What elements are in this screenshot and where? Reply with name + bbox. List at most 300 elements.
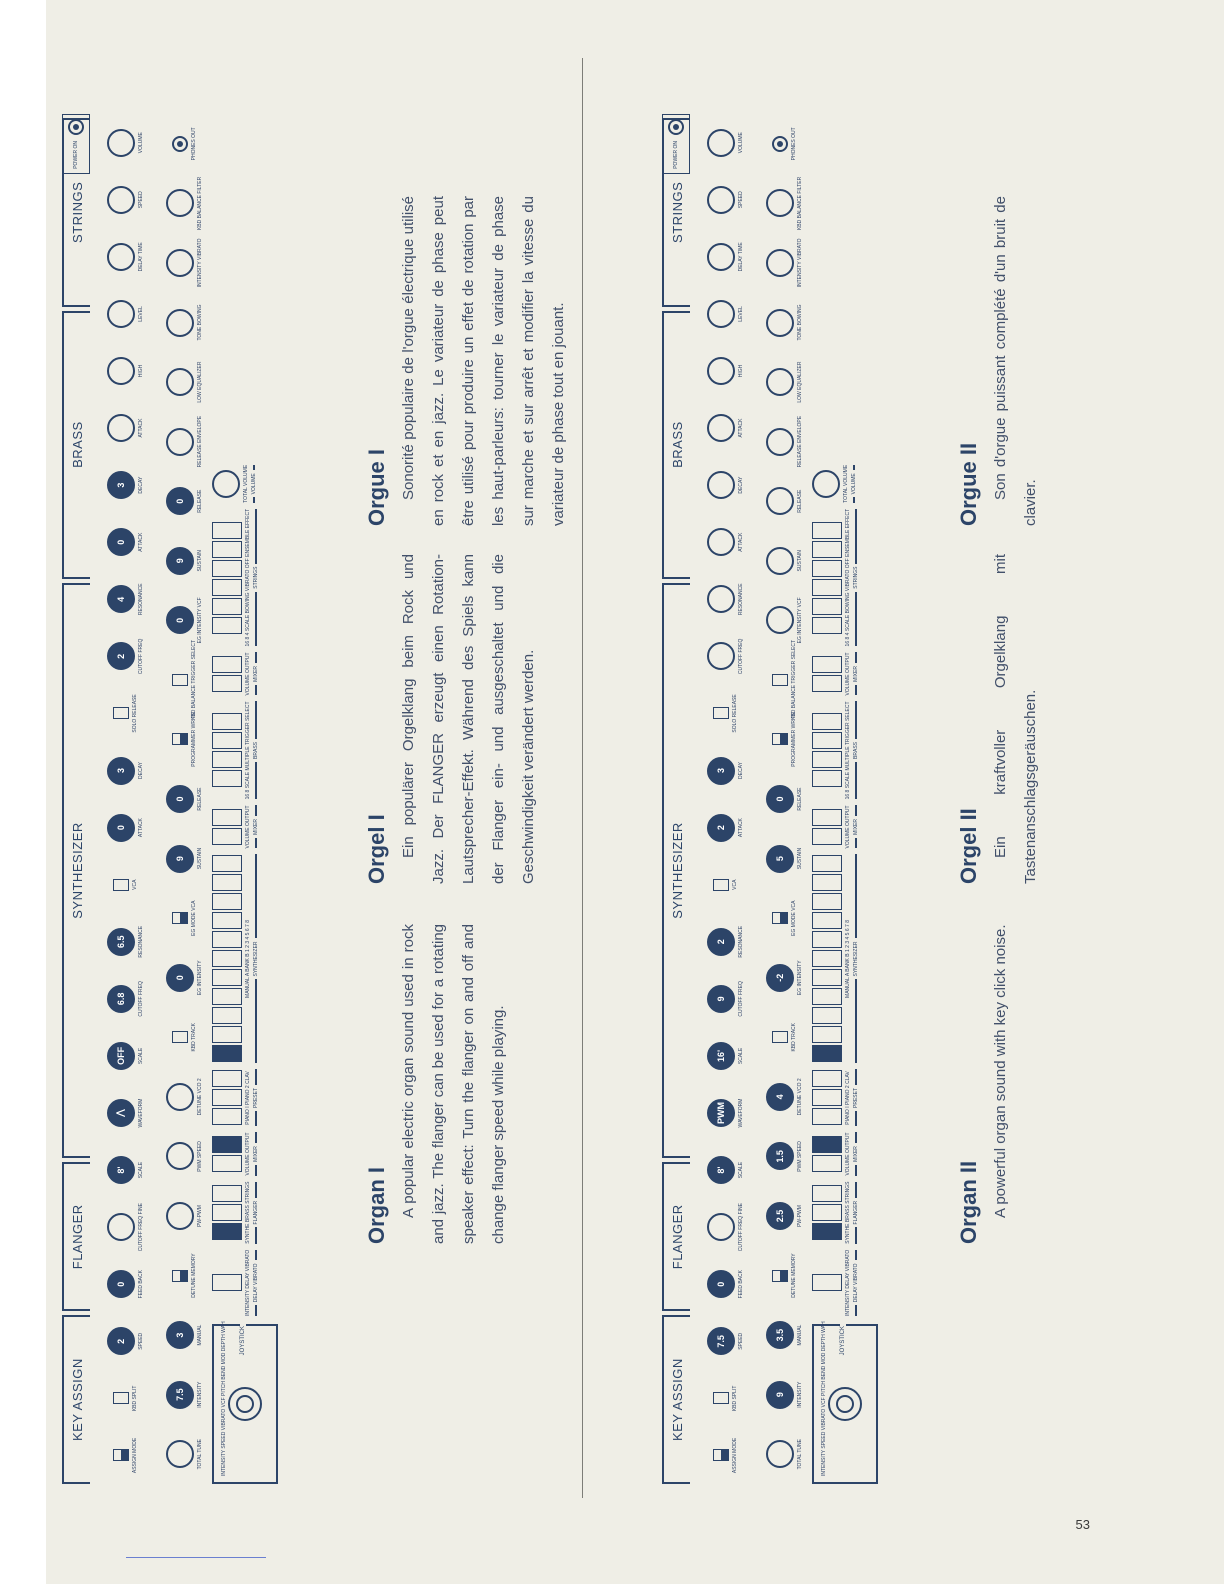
program-button[interactable]: [212, 541, 242, 558]
knob-control[interactable]: [107, 357, 135, 385]
knob-control[interactable]: 0: [166, 964, 194, 992]
program-button[interactable]: [212, 1007, 242, 1024]
switch-control[interactable]: [113, 879, 129, 891]
control-label: PHONES OUT: [790, 127, 797, 161]
control-label: LEVEL: [737, 306, 744, 322]
knob-control[interactable]: [166, 189, 194, 217]
control: [158, 1067, 210, 1127]
control-label: PROGRAMMER WRITE: [790, 712, 797, 767]
button-group-sub-label: VOLUME OUTPUT: [245, 652, 251, 696]
knob-control[interactable]: 0: [107, 528, 135, 556]
control: [92, 1427, 158, 1484]
knob-control[interactable]: 6.5: [107, 928, 135, 956]
switch-control[interactable]: [172, 1031, 188, 1043]
section-header: SYNTHESIZER: [62, 583, 90, 1159]
section-header: FLANGER: [62, 1162, 90, 1311]
control: [758, 531, 810, 591]
button-group-rule: [255, 702, 259, 800]
program-button[interactable]: [212, 1026, 242, 1043]
program-button[interactable]: [812, 1070, 842, 1087]
control-label: EG MODE VCA: [790, 900, 797, 936]
program-button[interactable]: [812, 988, 842, 1005]
control-label: DECAY: [737, 476, 744, 494]
program-button[interactable]: [212, 617, 242, 634]
switch-control[interactable]: [172, 674, 188, 686]
program-button[interactable]: [212, 912, 242, 929]
control: [92, 970, 158, 1027]
program-button[interactable]: [812, 855, 842, 872]
program-button[interactable]: [812, 1223, 842, 1240]
program-button[interactable]: [212, 828, 242, 845]
control: [92, 799, 158, 856]
knob-control[interactable]: 0: [166, 487, 194, 515]
control: [692, 457, 758, 514]
knob-control[interactable]: 8': [707, 1156, 735, 1184]
knob-control[interactable]: 9: [166, 547, 194, 575]
knob-control[interactable]: [707, 186, 735, 214]
program-button[interactable]: [212, 1136, 242, 1153]
knob-control[interactable]: OFF: [107, 1042, 135, 1070]
program-button[interactable]: [212, 1070, 242, 1087]
program-button[interactable]: [212, 1089, 242, 1106]
control-label: DECAY: [737, 762, 744, 779]
control: [692, 400, 758, 457]
program-button[interactable]: [212, 1223, 242, 1240]
program-button[interactable]: [812, 1026, 842, 1043]
button-keys: [812, 1184, 842, 1241]
control: [158, 412, 210, 472]
switch-control[interactable]: [772, 674, 788, 686]
program-button[interactable]: [812, 950, 842, 967]
button-keys: [812, 854, 842, 1063]
control: [158, 1127, 210, 1187]
control: [758, 1127, 810, 1187]
knob-control[interactable]: 3: [166, 1321, 194, 1349]
control-label: VOLUME: [737, 132, 744, 154]
control-label: KBD BALANCE FILTER: [196, 176, 203, 231]
switch-control[interactable]: [172, 912, 188, 924]
power-label: POWER ON: [73, 141, 79, 169]
button-group-label: STRINGS: [253, 564, 259, 592]
switch-control[interactable]: [713, 1392, 729, 1404]
button-group: [812, 854, 878, 1063]
program-button[interactable]: [212, 1045, 242, 1062]
program-button[interactable]: [212, 598, 242, 615]
joystick-labels: INTENSITY SPEED VIBRATO VCF PITCH BEND MOD DEPTH WAH: [821, 1321, 827, 1476]
text-organ-2-de: [956, 554, 1046, 884]
program-button[interactable]: [212, 809, 242, 826]
program-button[interactable]: [812, 560, 842, 577]
control-label: WAVEFORM: [137, 1098, 144, 1128]
control: [692, 114, 758, 171]
button-group-label: DELAY VIBRATO: [253, 1260, 259, 1305]
control-row: [758, 114, 810, 1484]
knob-control[interactable]: [166, 1083, 194, 1111]
switch-control[interactable]: [113, 707, 129, 719]
program-button[interactable]: [812, 732, 842, 749]
program-button[interactable]: [812, 1155, 842, 1172]
knob-control[interactable]: [107, 186, 135, 214]
program-button[interactable]: [812, 579, 842, 596]
control: [692, 342, 758, 399]
knob-control[interactable]: 9: [766, 1381, 794, 1409]
joystick-box: [212, 1321, 278, 1484]
control: [758, 948, 810, 1008]
program-button[interactable]: [812, 770, 842, 787]
control-label: SPEED: [137, 1332, 144, 1350]
knob-control[interactable]: 0: [166, 785, 194, 813]
switch-control[interactable]: [772, 912, 788, 924]
footer-rule: [126, 1557, 266, 1558]
control: [758, 1008, 810, 1068]
program-button[interactable]: [812, 713, 842, 730]
program-button[interactable]: [212, 675, 242, 692]
knob-control[interactable]: [707, 1213, 735, 1241]
program-button[interactable]: [812, 541, 842, 558]
knob-control[interactable]: [707, 585, 735, 613]
program-button[interactable]: [812, 522, 842, 539]
button-group-label: MIXER: [853, 816, 859, 838]
knob-control[interactable]: [166, 1440, 194, 1468]
program-button[interactable]: [212, 969, 242, 986]
knob-control[interactable]: PWM: [707, 1099, 735, 1127]
program-button[interactable]: [212, 931, 242, 948]
phones-jack-icon[interactable]: [172, 136, 188, 152]
program-button[interactable]: [212, 1155, 242, 1172]
program-button[interactable]: [812, 893, 842, 910]
knob-control[interactable]: [166, 1142, 194, 1170]
knob-control[interactable]: [766, 606, 794, 634]
heading: Orgel II: [956, 808, 981, 884]
button-group-sub-label: 16 8 SCALE MULTIPLE TRIGGER SELECT: [845, 701, 851, 800]
program-button[interactable]: [812, 675, 842, 692]
joystick-icon[interactable]: [228, 1387, 262, 1421]
knob-control[interactable]: [166, 1202, 194, 1230]
program-button[interactable]: [812, 828, 842, 845]
button-group-rule: [853, 465, 857, 503]
program-button[interactable]: [812, 969, 842, 986]
knob-control[interactable]: [707, 300, 735, 328]
control: [692, 628, 758, 685]
control-label: KBD BALANCE TRIGGER SELECT: [790, 639, 797, 720]
program-button[interactable]: [812, 1108, 842, 1125]
knob-control[interactable]: [766, 428, 794, 456]
button-group-rule: [855, 509, 859, 647]
control: [92, 1027, 158, 1084]
program-button[interactable]: [812, 617, 842, 634]
control: [92, 913, 158, 970]
button-group-rule: [855, 1069, 859, 1126]
section-header: SYNTHESIZER: [662, 583, 690, 1159]
control-label: ATTACK: [737, 418, 744, 438]
switch-control[interactable]: [713, 1449, 729, 1461]
knob-control[interactable]: [766, 249, 794, 277]
phones-jack-icon[interactable]: [772, 136, 788, 152]
knob-control[interactable]: 2: [107, 642, 135, 670]
button-group: [212, 1132, 278, 1175]
knob-control[interactable]: [766, 547, 794, 575]
knob-control[interactable]: 4: [766, 1083, 794, 1111]
knob-control[interactable]: [707, 129, 735, 157]
knob-control[interactable]: 0: [766, 785, 794, 813]
joystick-labels: INTENSITY SPEED VIBRATO VCF PITCH BEND MOD DEPTH WAH: [221, 1321, 227, 1476]
program-button[interactable]: [212, 713, 242, 730]
control: [92, 457, 158, 514]
program-button[interactable]: [812, 1136, 842, 1153]
program-button[interactable]: [812, 1007, 842, 1024]
knob-control[interactable]: [166, 249, 194, 277]
control-label: ASSIGN MODE: [131, 1437, 138, 1474]
program-button[interactable]: [212, 770, 242, 787]
control: [158, 888, 210, 948]
control-label: SOLO RELEASE: [131, 694, 138, 733]
text-organ-2-en: [956, 924, 1016, 1244]
program-button[interactable]: [212, 855, 242, 872]
power-lamp-icon: [668, 119, 684, 135]
paragraph: Sonorité populaire de l'orgue électrique utilisé en rock et en jazz. Le variateur de phase peut être utilisé pour produire un effet de rotation par les haut-parleurs: tourner le variateur de phase sur marche et sur arrêt et modifier la vitesse du variateur de phase tout en jouant.: [400, 196, 567, 526]
section-header-row: [662, 114, 690, 1484]
button-group-sub-label: 16 8 SCALE MULTIPLE TRIGGER SELECT: [245, 701, 251, 800]
knob-control[interactable]: 0: [107, 814, 135, 842]
program-button[interactable]: [812, 751, 842, 768]
section-header: BRASS: [62, 311, 90, 579]
switch-control[interactable]: [172, 1270, 188, 1282]
control: [158, 1186, 210, 1246]
knob-control[interactable]: 5: [766, 845, 794, 873]
program-button[interactable]: [812, 1089, 842, 1106]
button-keys: [812, 808, 842, 846]
knob-control[interactable]: 2: [107, 1327, 135, 1355]
button-group-label: STRINGS: [853, 564, 859, 592]
button-group-sub-label: 16 8 4 SCALE BOWING VIBRATO OFF ENSEMBLE EFFECT: [845, 508, 851, 647]
switch-control[interactable]: [713, 879, 729, 891]
control: [158, 1246, 210, 1306]
button-group-rule: [855, 805, 859, 848]
control: [158, 233, 210, 293]
control-label: LEVEL: [137, 306, 144, 322]
control: [758, 174, 810, 234]
total-volume-knob[interactable]: [212, 470, 240, 498]
section-header: STRINGS: [62, 118, 90, 307]
button-group-rule: [855, 1250, 859, 1316]
control-label: LOW EQUALIZER: [796, 361, 803, 403]
knob-control[interactable]: [107, 129, 135, 157]
knob-control[interactable]: [766, 487, 794, 515]
control-label: WAVEFORM: [737, 1098, 744, 1128]
control-label: INTENSITY: [196, 1381, 203, 1408]
knob-control[interactable]: [766, 368, 794, 396]
program-button[interactable]: [212, 1185, 242, 1202]
button-group-label: MIXER: [253, 1143, 259, 1165]
control-label: KBD SPLIT: [131, 1385, 138, 1412]
knob-control[interactable]: 2: [707, 928, 735, 956]
control: [758, 412, 810, 472]
button-group-sub-label: INTENSITY DELAY VIBRATO: [845, 1249, 851, 1316]
heading: Orgue I: [364, 448, 389, 526]
button-keys: [212, 808, 242, 846]
program-button[interactable]: [812, 656, 842, 673]
text-organ-1-fr: [364, 196, 574, 526]
switch-control[interactable]: [113, 1392, 129, 1404]
control: [158, 471, 210, 531]
knob-control[interactable]: [766, 309, 794, 337]
program-button[interactable]: [212, 1108, 242, 1125]
button-group-rule: [255, 1182, 259, 1244]
button-group: [212, 805, 278, 848]
switch-control[interactable]: [172, 733, 188, 745]
knob-control[interactable]: [707, 357, 735, 385]
button-group-sub-label: TOTAL VOLUME: [243, 464, 249, 503]
control: [158, 829, 210, 889]
knob-control[interactable]: 0: [166, 606, 194, 634]
button-group: [812, 652, 878, 695]
program-button[interactable]: [212, 751, 242, 768]
joystick-icon[interactable]: [828, 1387, 862, 1421]
button-group-label: MIXER: [253, 816, 259, 838]
knob-control[interactable]: 9: [707, 985, 735, 1013]
program-button[interactable]: [812, 1204, 842, 1221]
button-group-label: MIXER: [853, 663, 859, 685]
program-button[interactable]: [212, 656, 242, 673]
control-label: DETUNE VCO 2: [796, 1078, 803, 1116]
switch-control[interactable]: [772, 733, 788, 745]
joystick-label: JOYSTICK: [840, 1326, 846, 1356]
switch-control[interactable]: [772, 1270, 788, 1282]
button-group-rule: [255, 652, 259, 695]
knob-control[interactable]: 3: [107, 757, 135, 785]
control: [692, 285, 758, 342]
knob-control[interactable]: ⋀: [107, 1099, 135, 1127]
control: [158, 174, 210, 234]
control-label: ASSIGN MODE: [731, 1437, 738, 1474]
button-group-label: BRASS: [853, 739, 859, 762]
program-button[interactable]: [212, 893, 242, 910]
knob-control[interactable]: 3: [707, 757, 735, 785]
knob-control[interactable]: 4: [107, 585, 135, 613]
program-button[interactable]: [212, 1274, 242, 1291]
program-button[interactable]: [812, 1045, 842, 1062]
control-label: DETUNE VCO 2: [196, 1078, 203, 1116]
control: [158, 1305, 210, 1365]
knob-control[interactable]: [707, 642, 735, 670]
control: [758, 888, 810, 948]
knob-control[interactable]: 2.5: [766, 1202, 794, 1230]
knob-control[interactable]: [766, 1440, 794, 1468]
program-button[interactable]: [212, 732, 242, 749]
knob-control[interactable]: -2: [766, 964, 794, 992]
button-keys: [812, 1135, 842, 1173]
control: [758, 1067, 810, 1127]
knob-control[interactable]: 7.5: [707, 1327, 735, 1355]
switch-control[interactable]: [713, 707, 729, 719]
control-label: KBD TRACK: [190, 1023, 197, 1052]
program-button[interactable]: [212, 560, 242, 577]
program-button[interactable]: [812, 809, 842, 826]
control-label: SCALE: [137, 1047, 144, 1065]
program-button[interactable]: [812, 1185, 842, 1202]
control-label: SCALE: [737, 1047, 744, 1065]
button-group-rule: [855, 652, 859, 695]
button-group-sub-label: MANUAL A BANK B 1 2 3 4 5 6 7 8: [245, 920, 251, 998]
button-group-sub-label: TOTAL VOLUME: [843, 464, 849, 503]
knob-control[interactable]: [766, 189, 794, 217]
button-keys: [212, 1184, 242, 1241]
knob-control[interactable]: [166, 368, 194, 396]
knob-control[interactable]: 3: [107, 471, 135, 499]
program-button[interactable]: [812, 931, 842, 948]
knob-control[interactable]: [166, 428, 194, 456]
knob-control[interactable]: 2: [707, 814, 735, 842]
control-label: DELAY TIME: [137, 242, 144, 272]
knob-control[interactable]: 0: [707, 1270, 735, 1298]
knob-control[interactable]: [107, 414, 135, 442]
control-label: CUTOFF FREQ: [137, 638, 144, 675]
switch-control[interactable]: [113, 1449, 129, 1461]
program-button[interactable]: [212, 988, 242, 1005]
panel-diagram-organ-2: [662, 114, 887, 1484]
control-label: HIGH: [737, 364, 744, 378]
switch-control[interactable]: [772, 1031, 788, 1043]
knob-control[interactable]: [707, 414, 735, 442]
program-button[interactable]: [812, 598, 842, 615]
program-button[interactable]: [212, 579, 242, 596]
button-row: [812, 114, 878, 1484]
button-group: [212, 702, 278, 800]
knob-control[interactable]: 9: [166, 845, 194, 873]
knob-control[interactable]: [707, 243, 735, 271]
button-keys: [812, 470, 840, 498]
control-label: ATTACK: [737, 532, 744, 552]
control-label: PWM SPEED: [796, 1141, 803, 1172]
knob-control[interactable]: 3.5: [766, 1321, 794, 1349]
knob-control[interactable]: 7.5: [166, 1381, 194, 1409]
text-organ-1-en: [364, 924, 514, 1244]
paragraph: Son d'orgue puissant complété d'un bruit de clavier.: [992, 196, 1039, 526]
control: [692, 799, 758, 856]
program-button[interactable]: [212, 874, 242, 891]
knob-control[interactable]: [107, 1213, 135, 1241]
control-label: RELEASE: [196, 787, 203, 811]
knob-control[interactable]: [107, 300, 135, 328]
knob-control[interactable]: [707, 528, 735, 556]
button-group-sub-label: MANUAL A BANK B 1 2 3 4 5 6 7 8: [845, 920, 851, 998]
total-volume-knob[interactable]: [812, 470, 840, 498]
paragraph: Ein populärer Orgelklang beim Rock und Jazz. Der FLANGER erzeugt einen Rotation-Lautsprecher-Effekt. Während des Spiels kann der Flanger ein- und ausgeschaltet und die Geschwindigkeit verändert werden.: [400, 554, 537, 884]
knob-control[interactable]: [107, 243, 135, 271]
knob-control[interactable]: [166, 309, 194, 337]
program-button[interactable]: [812, 912, 842, 929]
knob-control[interactable]: 8': [107, 1156, 135, 1184]
program-button[interactable]: [212, 522, 242, 539]
knob-control[interactable]: 0: [107, 1270, 135, 1298]
control: [92, 856, 158, 913]
knob-control[interactable]: 6.8: [107, 985, 135, 1013]
control-label: SOLO RELEASE: [731, 694, 738, 733]
control-label: SCALE: [137, 1161, 144, 1179]
page-divider: [582, 58, 583, 1498]
program-button[interactable]: [212, 1204, 242, 1221]
knob-control[interactable]: 1.5: [766, 1142, 794, 1170]
program-button[interactable]: [212, 950, 242, 967]
knob-control[interactable]: [707, 471, 735, 499]
control: [692, 742, 758, 799]
program-button[interactable]: [812, 874, 842, 891]
program-button[interactable]: [812, 1274, 842, 1291]
control: [758, 769, 810, 829]
knob-control[interactable]: 16': [707, 1042, 735, 1070]
control: [692, 1427, 758, 1484]
control-label: SUSTAIN: [196, 847, 203, 870]
